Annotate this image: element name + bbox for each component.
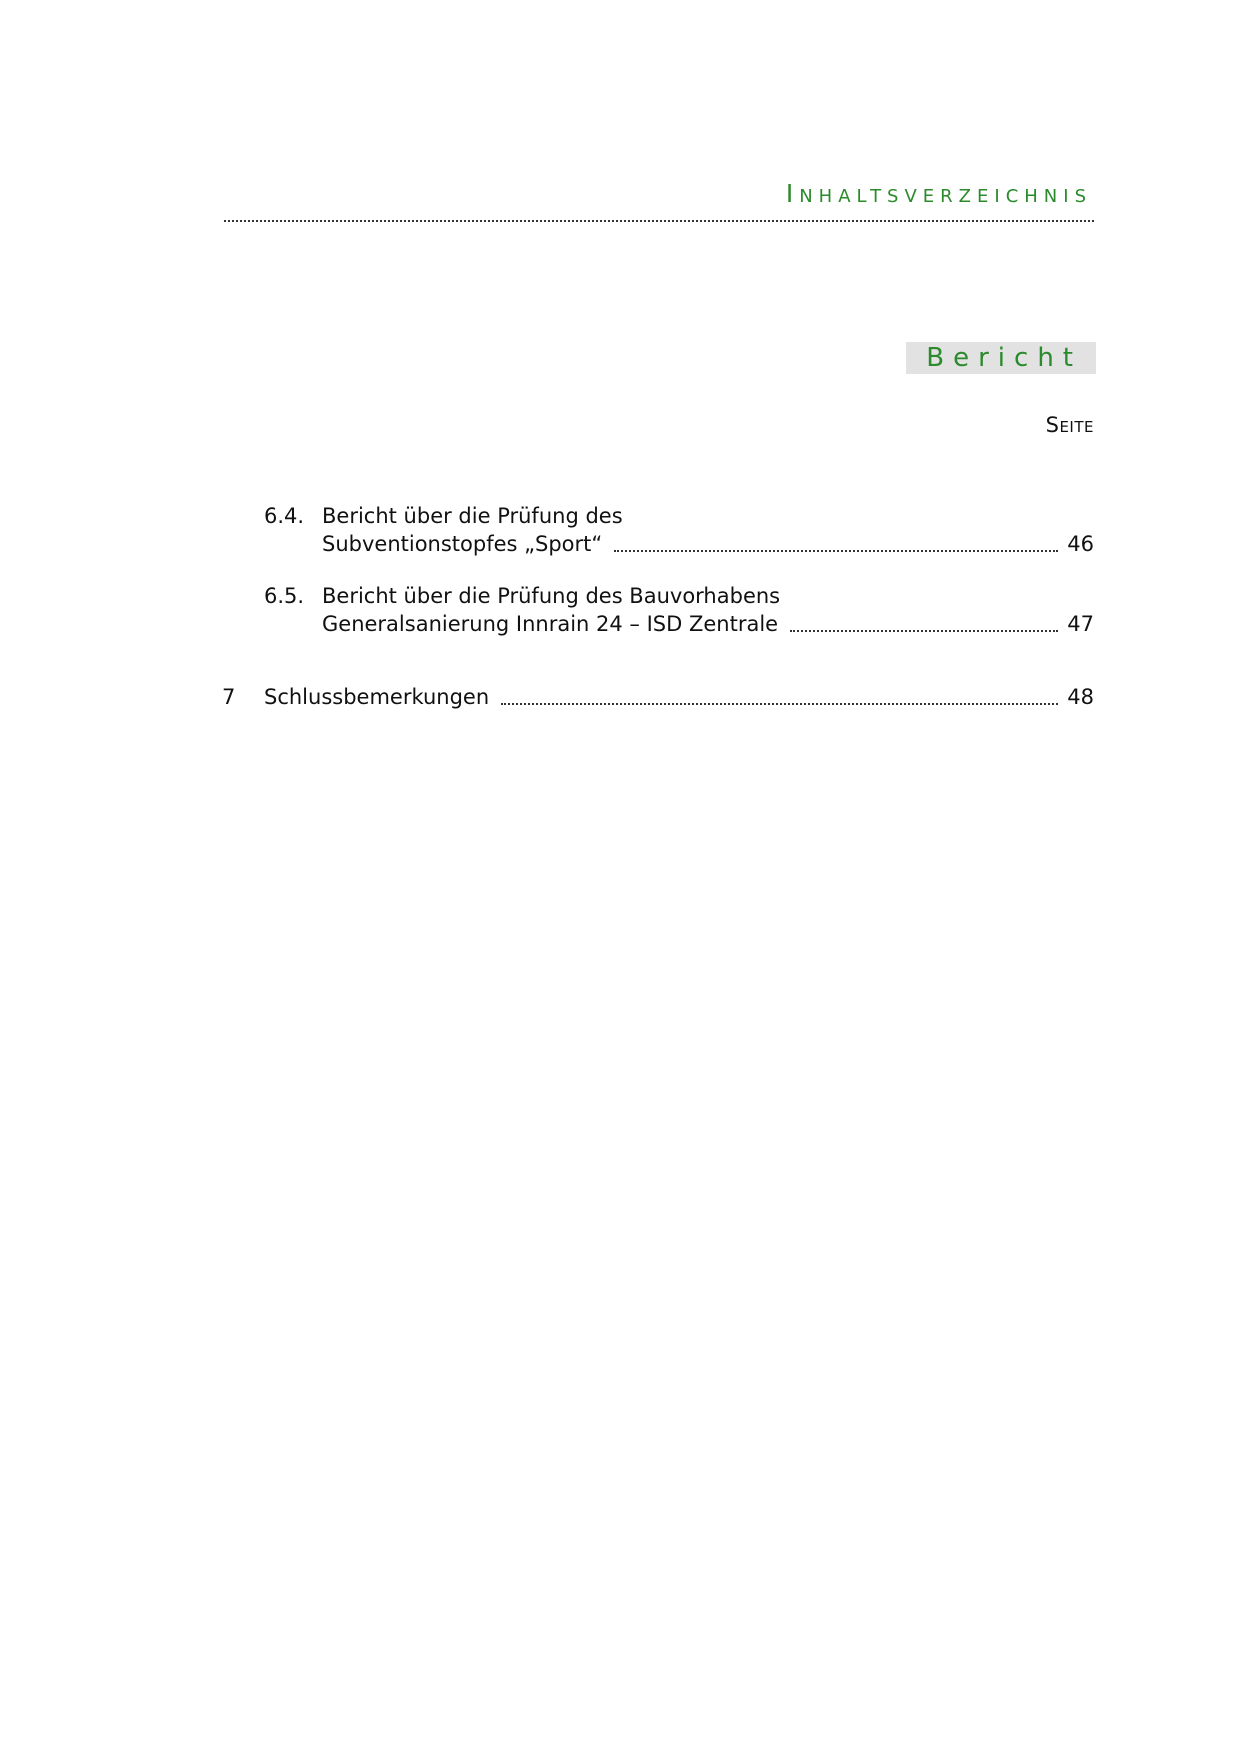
toc-entry-7[interactable] [224,683,1094,713]
toc-entry-title: Bericht über die Prüfung des [322,504,623,528]
toc-entry-title: Schlussbemerkungen [264,685,490,709]
toc-entry-title-line-2 [322,610,1094,638]
toc-page-number: 48 [1067,685,1094,709]
dot-leader [614,548,1058,552]
toc-entry-number: 7 [222,685,236,709]
header-title-rest: NHALTSVERZEICHNIS [799,186,1092,207]
header-title [785,179,1092,209]
toc-page-number: 46 [1067,532,1094,556]
toc-entry-number: 6.5. [264,584,305,608]
header-title-initial: I [785,179,800,208]
page-column-heading-rest: EITE [1059,418,1094,436]
section-badge: Bericht [906,342,1096,374]
toc-entry-title-line-1 [322,582,1094,610]
toc-entry-title-line-2 [322,530,1094,558]
toc-entry-6-5[interactable] [224,582,1094,640]
running-header [224,176,1094,222]
toc-entry-number: 6.4. [264,504,305,528]
page-column-heading [1046,412,1094,440]
toc-entry-title-line [264,683,1094,711]
toc-entry-title: Bericht über die Prüfung des Bauvorhabens [322,584,781,608]
toc-entry-6-4[interactable] [224,502,1094,560]
page-column-heading-initial: S [1045,413,1060,437]
toc-page-number: 47 [1067,612,1094,636]
dot-leader [790,628,1058,632]
dot-leader [501,701,1058,705]
toc-entry-title-line-1 [322,502,1094,530]
toc-entry-title-continued: Generalsanierung Innrain 24 – ISD Zentrale [322,612,779,636]
toc-entry-title-continued: Subventionstopfes „Sport“ [322,532,603,556]
